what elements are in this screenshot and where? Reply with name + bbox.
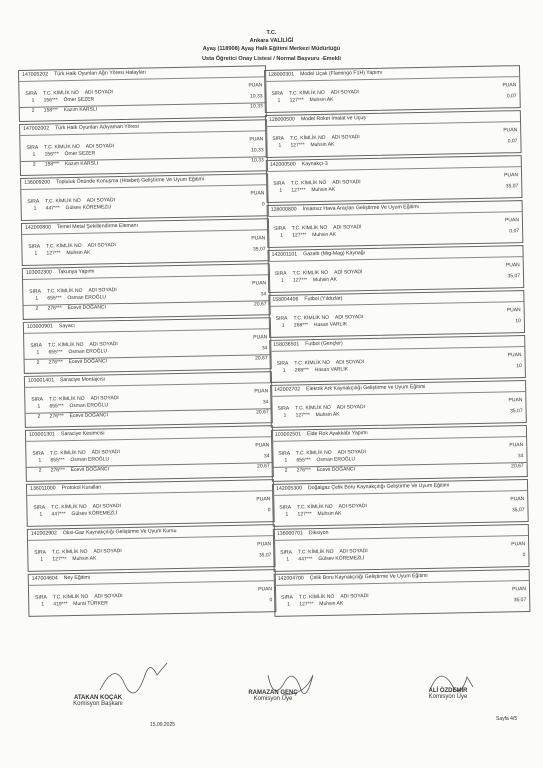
column-header-puan: PUAN bbox=[510, 496, 525, 503]
course-name: Takunya Yapımı bbox=[57, 268, 95, 276]
course-code: 142001101 bbox=[271, 251, 298, 258]
row-id: 127*** bbox=[52, 556, 67, 563]
row-puan: 20,67 bbox=[255, 355, 268, 362]
column-header-tc: T.C. KİMLİK NO bbox=[45, 197, 81, 205]
column-header-sira: SIRA bbox=[272, 135, 285, 142]
row-puan: 10 bbox=[515, 318, 521, 325]
row-name: Muhsin AK bbox=[72, 555, 97, 563]
column-header-ad: ADI SOYADI bbox=[88, 287, 117, 294]
column-header-sira: SIRA bbox=[273, 180, 285, 187]
row-name: Muhsin AK bbox=[312, 231, 337, 239]
column-header-puan: PUAN bbox=[254, 388, 269, 395]
row-number: 1 bbox=[286, 556, 290, 563]
row-id: 127*** bbox=[292, 277, 308, 284]
row-puan: 0,07 bbox=[506, 93, 517, 100]
course-name: Diksiyon bbox=[308, 529, 329, 537]
column-header-sira: SIRA bbox=[31, 396, 44, 403]
course-name: Temel Metal Şekillendirme Elemanı bbox=[56, 222, 139, 231]
row-id: 655*** bbox=[50, 457, 65, 464]
row-puan: 0 bbox=[522, 552, 526, 559]
column-header-puan: PUAN bbox=[504, 172, 519, 179]
row-name: Ecevit DOĞANCI bbox=[69, 412, 109, 420]
course-name: Oksi-Gaz Kaynakçılığı Geliştirme Ve Uyum Kursu bbox=[62, 528, 177, 537]
column-header-tc: T.C. KİMLİK NO bbox=[297, 503, 333, 511]
column-header-sira: SIRA bbox=[32, 450, 45, 457]
course-name: Doğalgaz Çelik Boru Kaynakçılığı Geliştirme Ve Uyum Eğitimi bbox=[307, 482, 450, 492]
row-id: 156*** bbox=[44, 151, 59, 158]
course-name: Futbol (Yıldızlar) bbox=[304, 295, 343, 303]
row-puan: 0,07 bbox=[507, 138, 518, 145]
header-line3: Ayaş (118908) Ayaş Halk Eğitimi Merkezi Müdürlüğü bbox=[202, 46, 341, 52]
column-header-puan: PUAN bbox=[507, 352, 522, 359]
row-id: 158*** bbox=[43, 107, 59, 114]
course-name: Model Uçak (Flamingo F1H) Yapımı bbox=[300, 69, 383, 78]
column-header-ad: ADI SOYADI bbox=[335, 359, 365, 366]
course-code: 147005202 bbox=[22, 71, 49, 78]
row-name: Muhsin AK bbox=[312, 276, 338, 284]
row-number: 1 bbox=[285, 511, 289, 518]
row-name: Muhsin AK bbox=[66, 249, 91, 257]
row-number: 1 bbox=[36, 349, 40, 356]
row-id: 127*** bbox=[297, 511, 312, 518]
signature-3-role: Komisyon Üye bbox=[428, 694, 468, 700]
column-header-sira: SIRA bbox=[280, 549, 292, 556]
row-name: Osman EROĞLU bbox=[68, 348, 108, 356]
row-puan: 35,07 bbox=[505, 183, 519, 190]
row-name: Muhsin AK bbox=[309, 96, 334, 104]
row-number: 1 bbox=[284, 457, 288, 464]
course-code: 136011000 bbox=[29, 485, 56, 492]
row-number: 1 bbox=[39, 511, 43, 518]
column-header-sira: SIRA bbox=[275, 315, 288, 322]
row-id: 158*** bbox=[44, 161, 60, 168]
row-id: 127*** bbox=[291, 187, 306, 194]
row-puan: 0 bbox=[267, 507, 271, 514]
row-id: 127*** bbox=[295, 412, 310, 419]
course-code: 103000901 bbox=[26, 323, 53, 330]
course-name: Saraciye Kesimcisi bbox=[60, 430, 105, 438]
course-code: 158004406 bbox=[272, 296, 299, 303]
row-id: 655*** bbox=[47, 295, 62, 302]
row-name: Ömer SEZER bbox=[64, 150, 96, 158]
column-header-tc: T.C. KİMLİK NO bbox=[297, 548, 334, 556]
column-header-tc: T.C. KİMLİK NO bbox=[293, 314, 330, 322]
row-puan: 20,67 bbox=[253, 301, 267, 308]
signature-2 bbox=[233, 690, 313, 702]
row-puan: 10,33 bbox=[250, 103, 263, 110]
row-id: 447*** bbox=[298, 556, 313, 563]
row-number: 1 bbox=[37, 403, 41, 410]
row-number: 1 bbox=[287, 601, 291, 608]
course-code: 128000500 bbox=[268, 116, 295, 123]
column-header-tc: T.C. KİMLİK NO bbox=[294, 359, 330, 367]
row-puan: 0 bbox=[261, 201, 265, 208]
column-header-puan: PUAN bbox=[506, 307, 521, 314]
course-name: Gazaltı (Mig-Mag) Kaynağı bbox=[303, 250, 366, 258]
course-name: Elektrik Ark Kaynakçılığı Geliştirme ve Uyum Eğitimi bbox=[306, 383, 426, 393]
column-header-puan: PUAN bbox=[509, 442, 524, 449]
course-name: Futbol (Gençler) bbox=[305, 340, 343, 348]
row-name: Gülsev KÖREMEZLİ bbox=[71, 510, 118, 518]
column-header-sira: SIRA bbox=[26, 144, 39, 151]
row-name: Osman EROĞLU bbox=[70, 456, 110, 464]
row-number: 1 bbox=[33, 205, 37, 212]
row-name: Ömer SEZER bbox=[63, 96, 95, 104]
row-puan: 0,07 bbox=[509, 228, 520, 235]
column-header-ad: ADI SOYADI bbox=[84, 89, 113, 96]
column-header-tc: T.C. KİMLİK NO bbox=[292, 269, 329, 277]
signature-2-role: Komisyon Üye bbox=[253, 696, 293, 702]
row-puan: 34 bbox=[262, 399, 269, 406]
row-id: 276*** bbox=[50, 467, 65, 474]
column-header-ad: ADI SOYADI bbox=[334, 314, 364, 321]
column-header-tc: T.C. KİMLİK NO bbox=[46, 242, 82, 250]
course-name: Sayacı bbox=[58, 322, 75, 330]
row-id: 127*** bbox=[299, 601, 314, 608]
column-header-puan: PUAN bbox=[253, 334, 268, 341]
row-puan: 10,33 bbox=[249, 93, 263, 100]
row-number: 1 bbox=[40, 556, 44, 563]
row-name: Kazım KARSLI bbox=[63, 106, 98, 114]
row-name: Muhsin AK bbox=[319, 600, 344, 608]
course-name: Model Roket İmalat ve Uçuş bbox=[300, 115, 366, 123]
course-code: 103001401 bbox=[27, 377, 54, 384]
course-name: Türk Halk Oyunları Adıyaman Yöresi bbox=[55, 123, 139, 132]
row-id: 655*** bbox=[48, 349, 63, 356]
column-header-ad: ADI SOYADI bbox=[336, 404, 366, 411]
row-number: 1 bbox=[280, 232, 284, 239]
row-number: 1 bbox=[278, 142, 282, 149]
header-line4: Usta Öğretici Onay Listesi / Normal Başvuru -Emekli bbox=[202, 56, 341, 62]
row-number: 1 bbox=[280, 277, 284, 284]
row-name: Hasan VARLIK bbox=[314, 366, 349, 374]
course-code: 142000800 bbox=[24, 224, 52, 231]
row-puan: 35,07 bbox=[510, 408, 523, 415]
column-header-ad: ADI SOYADI bbox=[89, 341, 118, 348]
course-name: Saraciye Montajcısı bbox=[59, 376, 106, 384]
row-number: 1 bbox=[277, 97, 281, 104]
row-name: Muhsin AK bbox=[317, 510, 342, 518]
column-header-puan: PUAN bbox=[249, 136, 264, 143]
row-id: 276*** bbox=[296, 467, 311, 474]
column-header-tc: T.C. KİMLİK NO bbox=[295, 404, 331, 412]
row-number: 2 bbox=[36, 359, 40, 366]
signature-3 bbox=[408, 688, 488, 700]
row-name: Osman EROĞLU bbox=[69, 402, 109, 410]
row-id: 447*** bbox=[45, 205, 60, 212]
column-header-sira: SIRA bbox=[276, 360, 289, 367]
row-puan: 35,07 bbox=[513, 597, 527, 604]
row-name: Ecevit DOĞANCI bbox=[316, 466, 356, 474]
row-number: 1 bbox=[282, 367, 286, 374]
column-header-tc: T.C. KİMLİK NO bbox=[48, 395, 85, 403]
column-header-tc: T.C. KİMLİK NO bbox=[298, 593, 335, 601]
column-header-tc: T.C. KİMLİK NO bbox=[290, 179, 327, 187]
row-name: Muhsin AK bbox=[310, 141, 335, 149]
row-number: 1 bbox=[41, 601, 45, 608]
row-id: 447*** bbox=[51, 511, 66, 518]
row-puan: 35,07 bbox=[252, 246, 266, 253]
column-header-puan: PUAN bbox=[257, 541, 272, 548]
signature-1 bbox=[58, 695, 138, 707]
row-id: 127*** bbox=[46, 250, 61, 257]
column-header-sira: SIRA bbox=[30, 342, 43, 349]
course-name: Çelik Boru Kaynakçılığı Geliştirme Ve Uyum Eğitimi bbox=[309, 572, 428, 582]
column-header-ad: ADI SOYADI bbox=[93, 548, 122, 555]
signature-2-name: RAMAZAN GENÇ bbox=[248, 690, 298, 696]
column-header-tc: T.C. KİMLİK NO bbox=[46, 287, 83, 295]
row-puan: 0 bbox=[269, 597, 273, 604]
course-code: 128000800 bbox=[270, 206, 297, 213]
column-header-tc: T.C. KİMLİK NO bbox=[44, 143, 80, 151]
row-name: Ecevit DOĞANCI bbox=[68, 358, 108, 366]
course-name: Elde Rok Ayakkabı Yapımı bbox=[306, 430, 368, 438]
row-number: 2 bbox=[32, 161, 36, 168]
column-header-ad: ADI SOYADI bbox=[334, 269, 363, 276]
row-name: Muhsin AK bbox=[315, 411, 340, 419]
column-header-puan: PUAN bbox=[512, 586, 527, 593]
row-name: Murat TÜRKER bbox=[73, 600, 108, 608]
row-id: 268*** bbox=[293, 322, 309, 329]
column-header-tc: T.C. KİMLİK NO bbox=[291, 224, 328, 232]
column-header-ad: ADI SOYADI bbox=[86, 197, 116, 204]
column-header-tc: T.C. KİMLİK NO bbox=[289, 134, 326, 142]
row-name: Osman EROĞLU bbox=[67, 294, 107, 302]
column-header-tc: T.C. KİMLİK NO bbox=[49, 449, 86, 457]
row-puan: 10,33 bbox=[251, 147, 264, 154]
column-header-ad: ADI SOYADI bbox=[340, 593, 369, 600]
course-code: 142005300 bbox=[275, 485, 303, 492]
column-header-tc: T.C. KİMLİK NO bbox=[295, 449, 332, 457]
column-header-ad: ADI SOYADI bbox=[92, 503, 121, 510]
column-header-sira: SIRA bbox=[271, 90, 284, 97]
column-header-ad: ADI SOYADI bbox=[90, 395, 119, 402]
column-header-sira: SIRA bbox=[25, 90, 38, 97]
course-code: 128000301 bbox=[268, 71, 295, 78]
row-name: Osman EROĞLU bbox=[316, 456, 356, 464]
row-id: 419*** bbox=[53, 601, 68, 608]
row-puan: 35,07 bbox=[507, 273, 521, 280]
row-name: Gülsev KÖREMEZLİ bbox=[65, 204, 112, 212]
row-number: 2 bbox=[35, 305, 39, 312]
column-header-sira: SIRA bbox=[34, 549, 46, 556]
course-code: 142004700 bbox=[277, 575, 304, 582]
row-id: 127*** bbox=[289, 97, 304, 104]
row-puan: 20,67 bbox=[511, 463, 524, 470]
column-header-tc: T.C. KİMLİK NO bbox=[43, 89, 79, 97]
column-header-puan: PUAN bbox=[251, 235, 266, 242]
header-line2: Ankara VALİLİĞİ bbox=[249, 38, 294, 44]
column-header-ad: ADI SOYADI bbox=[331, 134, 360, 141]
row-id: 156*** bbox=[43, 97, 58, 104]
column-header-tc: T.C. KİMLİK NO bbox=[52, 593, 89, 601]
column-header-puan: PUAN bbox=[504, 217, 519, 224]
column-header-ad: ADI SOYADI bbox=[91, 449, 120, 456]
column-header-sira: SIRA bbox=[29, 288, 41, 295]
course-code: 147004604 bbox=[31, 575, 58, 582]
course-name: Protokol Kuralları bbox=[61, 484, 102, 492]
row-name: Gülsev KÖREMEZLİ bbox=[318, 555, 365, 563]
column-header-sira: SIRA bbox=[35, 594, 47, 601]
column-header-puan: PUAN bbox=[248, 82, 263, 89]
row-name: Muhsin AK bbox=[311, 186, 336, 194]
column-header-sira: SIRA bbox=[277, 405, 290, 412]
row-number: 1 bbox=[32, 151, 36, 158]
column-header-sira: SIRA bbox=[273, 225, 286, 232]
course-code: 136009200 bbox=[24, 179, 51, 186]
column-header-sira: SIRA bbox=[281, 594, 293, 601]
column-header-puan: PUAN bbox=[508, 397, 523, 404]
row-number: 2 bbox=[284, 467, 288, 474]
row-id: 127*** bbox=[290, 142, 305, 149]
course-name: İnsansız Hava Araçları Geliştirme Ve Uyum Eğitimi bbox=[302, 204, 419, 213]
column-header-ad: ADI SOYADI bbox=[85, 143, 115, 150]
row-number: 2 bbox=[38, 467, 42, 474]
row-name: Hasan VARLIK bbox=[313, 321, 348, 329]
course-code: 142002702 bbox=[274, 386, 301, 393]
row-number: 1 bbox=[34, 250, 38, 257]
row-puan: 35,07 bbox=[511, 507, 525, 514]
course-code: 147002002 bbox=[23, 125, 50, 132]
column-header-puan: PUAN bbox=[511, 541, 526, 548]
column-header-sira: SIRA bbox=[278, 450, 291, 457]
row-number: 1 bbox=[31, 97, 35, 104]
column-header-ad: ADI SOYADI bbox=[94, 593, 123, 600]
column-header-ad: ADI SOYADI bbox=[337, 449, 366, 456]
signature-1-name: ATAKAN KOÇAK bbox=[73, 695, 123, 701]
column-header-puan: PUAN bbox=[503, 127, 518, 134]
column-header-sira: SIRA bbox=[274, 270, 287, 277]
row-number: 1 bbox=[279, 187, 283, 194]
row-name: Kazım KARSLI bbox=[64, 160, 99, 168]
course-code: 103001301 bbox=[28, 431, 56, 438]
page-number: Sayfa 4/5 bbox=[496, 716, 518, 722]
column-header-ad: ADI SOYADI bbox=[330, 89, 359, 96]
row-number: 1 bbox=[281, 322, 285, 329]
column-header-puan: PUAN bbox=[250, 190, 265, 197]
row-puan: 34 bbox=[261, 345, 268, 352]
course-code: 103002501 bbox=[274, 431, 302, 438]
row-puan: 20,67 bbox=[256, 409, 269, 416]
column-header-sira: SIRA bbox=[28, 243, 41, 250]
row-puan: 10 bbox=[516, 363, 522, 370]
course-code: 103002300 bbox=[25, 269, 52, 276]
column-header-sira: SIRA bbox=[27, 198, 40, 205]
column-header-tc: T.C. KİMLİK NO bbox=[289, 89, 325, 97]
row-puan: 20,67 bbox=[257, 463, 270, 470]
column-header-tc: T.C. KİMLİK NO bbox=[51, 548, 88, 556]
row-number: 2 bbox=[37, 413, 41, 420]
row-id: 127*** bbox=[292, 232, 307, 239]
row-id: 276*** bbox=[47, 305, 62, 312]
row-puan: 34 bbox=[263, 453, 270, 460]
column-header-sira: SIRA bbox=[279, 504, 292, 511]
column-header-ad: ADI SOYADI bbox=[332, 179, 361, 186]
column-header-puan: PUAN bbox=[258, 586, 273, 593]
column-header-sira: SIRA bbox=[33, 504, 46, 511]
row-id: 276*** bbox=[48, 359, 63, 366]
column-header-ad: ADI SOYADI bbox=[338, 503, 367, 510]
column-header-ad: ADI SOYADI bbox=[339, 548, 368, 555]
row-puan: 34 bbox=[260, 291, 267, 298]
row-number: 1 bbox=[35, 295, 39, 302]
column-header-tc: T.C. KİMLİK NO bbox=[47, 341, 84, 349]
signature-3-name: ALİ ÖZDEMİR bbox=[428, 688, 468, 694]
course-code: 142000500 bbox=[269, 161, 296, 168]
column-header-ad: ADI SOYADI bbox=[333, 224, 362, 231]
row-id: 268*** bbox=[294, 367, 310, 374]
row-id: 276*** bbox=[49, 413, 64, 420]
row-id: 655*** bbox=[49, 403, 64, 410]
course-code: 158036501 bbox=[273, 341, 300, 348]
course-code: 142002902 bbox=[30, 530, 57, 537]
document-date: 15.09.2025 bbox=[150, 722, 176, 728]
column-header-puan: PUAN bbox=[505, 262, 520, 269]
course-name: Kaynakçı-3 bbox=[301, 160, 328, 168]
header-line1: T.C. bbox=[266, 30, 277, 36]
course-name: Topluluk Önünde Konuşma (Hitabet) Geliştirme Ve Uyum Eğitimi bbox=[56, 176, 205, 186]
row-number: 1 bbox=[38, 457, 42, 464]
row-number: 2 bbox=[31, 107, 35, 114]
row-name: Ecevit DOĞANCI bbox=[70, 466, 110, 474]
column-header-ad: ADI SOYADI bbox=[87, 242, 116, 249]
course-name: Ney Eğitimi bbox=[63, 574, 91, 582]
signature-1-role: Komisyon Başkanı bbox=[73, 701, 123, 707]
row-number: 1 bbox=[283, 412, 287, 419]
column-header-tc: T.C. KİMLİK NO bbox=[51, 503, 87, 511]
row-puan: 35,07 bbox=[258, 552, 272, 559]
row-puan: 10,33 bbox=[251, 157, 264, 164]
column-header-puan: PUAN bbox=[256, 496, 271, 503]
column-header-puan: PUAN bbox=[502, 82, 517, 89]
course-code: 136000701 bbox=[276, 530, 303, 537]
row-puan: 34 bbox=[517, 453, 524, 460]
column-header-puan: PUAN bbox=[252, 280, 267, 287]
column-header-puan: PUAN bbox=[255, 442, 270, 449]
row-id: 655*** bbox=[296, 457, 311, 464]
course-name: Türk Halk Oyunları Ağrı Yöresi Halayları bbox=[54, 69, 146, 78]
row-name: Ecevit DOĞANCI bbox=[67, 304, 106, 312]
